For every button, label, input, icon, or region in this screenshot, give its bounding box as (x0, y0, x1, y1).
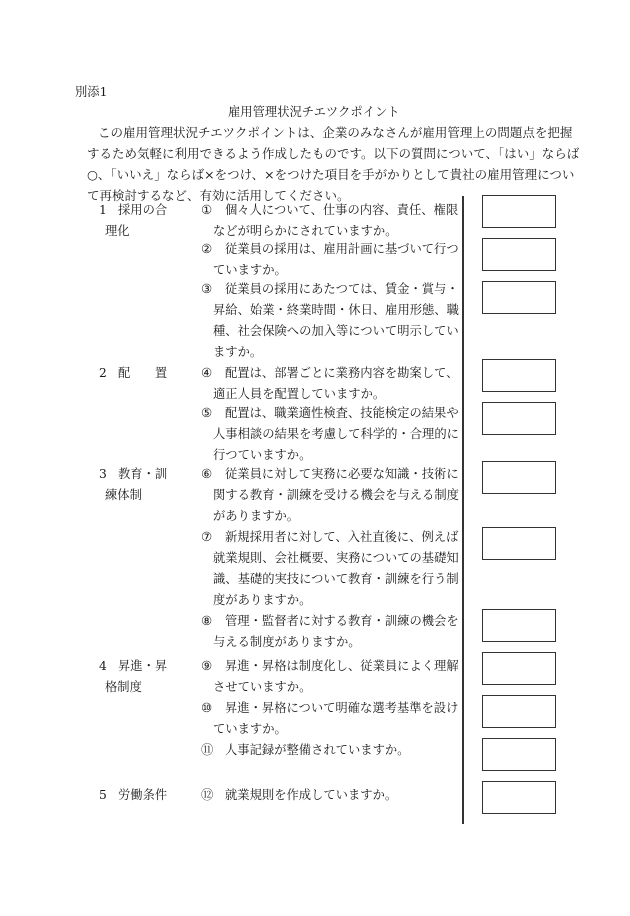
section-label: 労働条件 (118, 788, 168, 802)
item-text: ますか。 (213, 345, 263, 359)
section-label: 理化 (105, 224, 130, 238)
column-divider (462, 196, 464, 824)
item-text: 適正人員を配置していますか。 (213, 387, 386, 401)
item-marker: ⑦ (201, 530, 213, 544)
answer-box-1[interactable] (482, 195, 556, 228)
item-text: 従業員に対して実務に必要な知識・技術に (225, 467, 459, 481)
item-text: 行つていますか。 (213, 448, 312, 462)
item-text: などが明らかにされていますか。 (213, 224, 398, 238)
answer-box-4[interactable] (482, 359, 556, 392)
section-number: 2 (99, 366, 107, 380)
answer-box-12[interactable] (482, 781, 556, 814)
item-text: 識、基礎的実技について教育・訓練を行う制 (213, 572, 459, 586)
item-text: 昇給、始業・終業時間・休日、雇用形態、職 (213, 303, 459, 317)
answer-box-7[interactable] (482, 527, 556, 560)
answer-box-3[interactable] (482, 281, 556, 314)
section-label: 昇進・昇 (118, 659, 168, 673)
item-marker: ④ (201, 366, 213, 380)
section-label: 練体制 (105, 488, 142, 502)
item-text: 人事相談の結果を考慮して科学的・合理的に (213, 427, 459, 441)
item-text: 就業規則、会社概要、実務についての基礎知 (213, 551, 459, 565)
section-label: 格制度 (105, 680, 142, 694)
item-text: 度がありますか。 (213, 593, 312, 607)
item-marker: ⑪ (201, 743, 214, 757)
item-text: 関する教育・訓練を受ける機会を与える制度 (213, 488, 459, 502)
item-marker: ⑤ (201, 406, 213, 420)
item-text: 配置は、職業適性検査、技能検定の結果や (225, 406, 459, 420)
item-text: 就業規則を作成していますか。 (225, 788, 398, 802)
item-text: 昇進・昇格について明確な選考基準を設け (225, 701, 459, 715)
item-marker: ③ (201, 282, 213, 296)
item-marker: ⑫ (201, 788, 214, 802)
item-text: 従業員の採用にあたつては、賃金・賞与・ (225, 282, 459, 296)
item-marker: ② (201, 242, 213, 256)
item-marker: ⑥ (201, 467, 213, 481)
section-label: 教育・訓 (118, 467, 168, 481)
answer-box-10[interactable] (482, 695, 556, 728)
answer-box-8[interactable] (482, 609, 556, 642)
section-number: 1 (99, 203, 107, 217)
answer-box-6[interactable] (482, 461, 556, 494)
item-text: 種、社会保険への加入等について明示してい (213, 324, 459, 338)
intro-line: ○、「いいえ」ならば×をつけ、×をつけた項目を手がかりとして貴社の雇用管理につい (87, 167, 575, 182)
item-marker: ⑨ (201, 659, 213, 673)
item-text: ていますか。 (213, 263, 287, 277)
section-label: 配 置 (118, 366, 168, 380)
intro-line: この雇用管理状況チエツクポイントは、企業のみなさんが雇用管理上の問題点を把握 (98, 125, 573, 140)
item-text: させていますか。 (213, 680, 312, 694)
answer-box-5[interactable] (482, 402, 556, 435)
section-number: 4 (99, 659, 107, 673)
item-text: がありますか。 (213, 509, 300, 523)
item-marker: ① (201, 203, 213, 217)
attachment-label: 別添1 (75, 85, 108, 99)
item-marker: ⑧ (201, 614, 213, 628)
intro-line: するため気軽に利用できるよう作成したものです。以下の質問について、「はい」ならば (87, 146, 580, 161)
item-text: 配置は、部署ごとに業務内容を勘案して、 (225, 366, 459, 380)
answer-box-2[interactable] (482, 238, 556, 271)
item-text: 昇進・昇格は制度化し、従業員によく理解 (225, 659, 459, 673)
item-text: 個々人について、仕事の内容、責任、権限 (225, 203, 459, 217)
answer-box-9[interactable] (482, 652, 556, 685)
section-number: 5 (99, 788, 107, 802)
item-text: 新規採用者に対して、入社直後に、例えば (225, 530, 459, 544)
item-text: ていますか。 (213, 722, 287, 736)
page-title: 雇用管理状況チエツクポイント (228, 105, 400, 119)
section-label: 採用の合 (118, 203, 168, 217)
intro-line: て再検討するなど、有効に活用してください。 (87, 188, 350, 203)
item-marker: ⑩ (201, 701, 213, 715)
item-text: 従業員の採用は、雇用計画に基づいて行つ (225, 242, 459, 256)
item-text: 人事記録が整備されていますか。 (225, 743, 410, 757)
answer-box-11[interactable] (482, 738, 556, 771)
section-number: 3 (99, 467, 107, 481)
item-text: 与える制度がありますか。 (213, 635, 361, 649)
item-text: 管理・監督者に対する教育・訓練の機会を (225, 614, 459, 628)
